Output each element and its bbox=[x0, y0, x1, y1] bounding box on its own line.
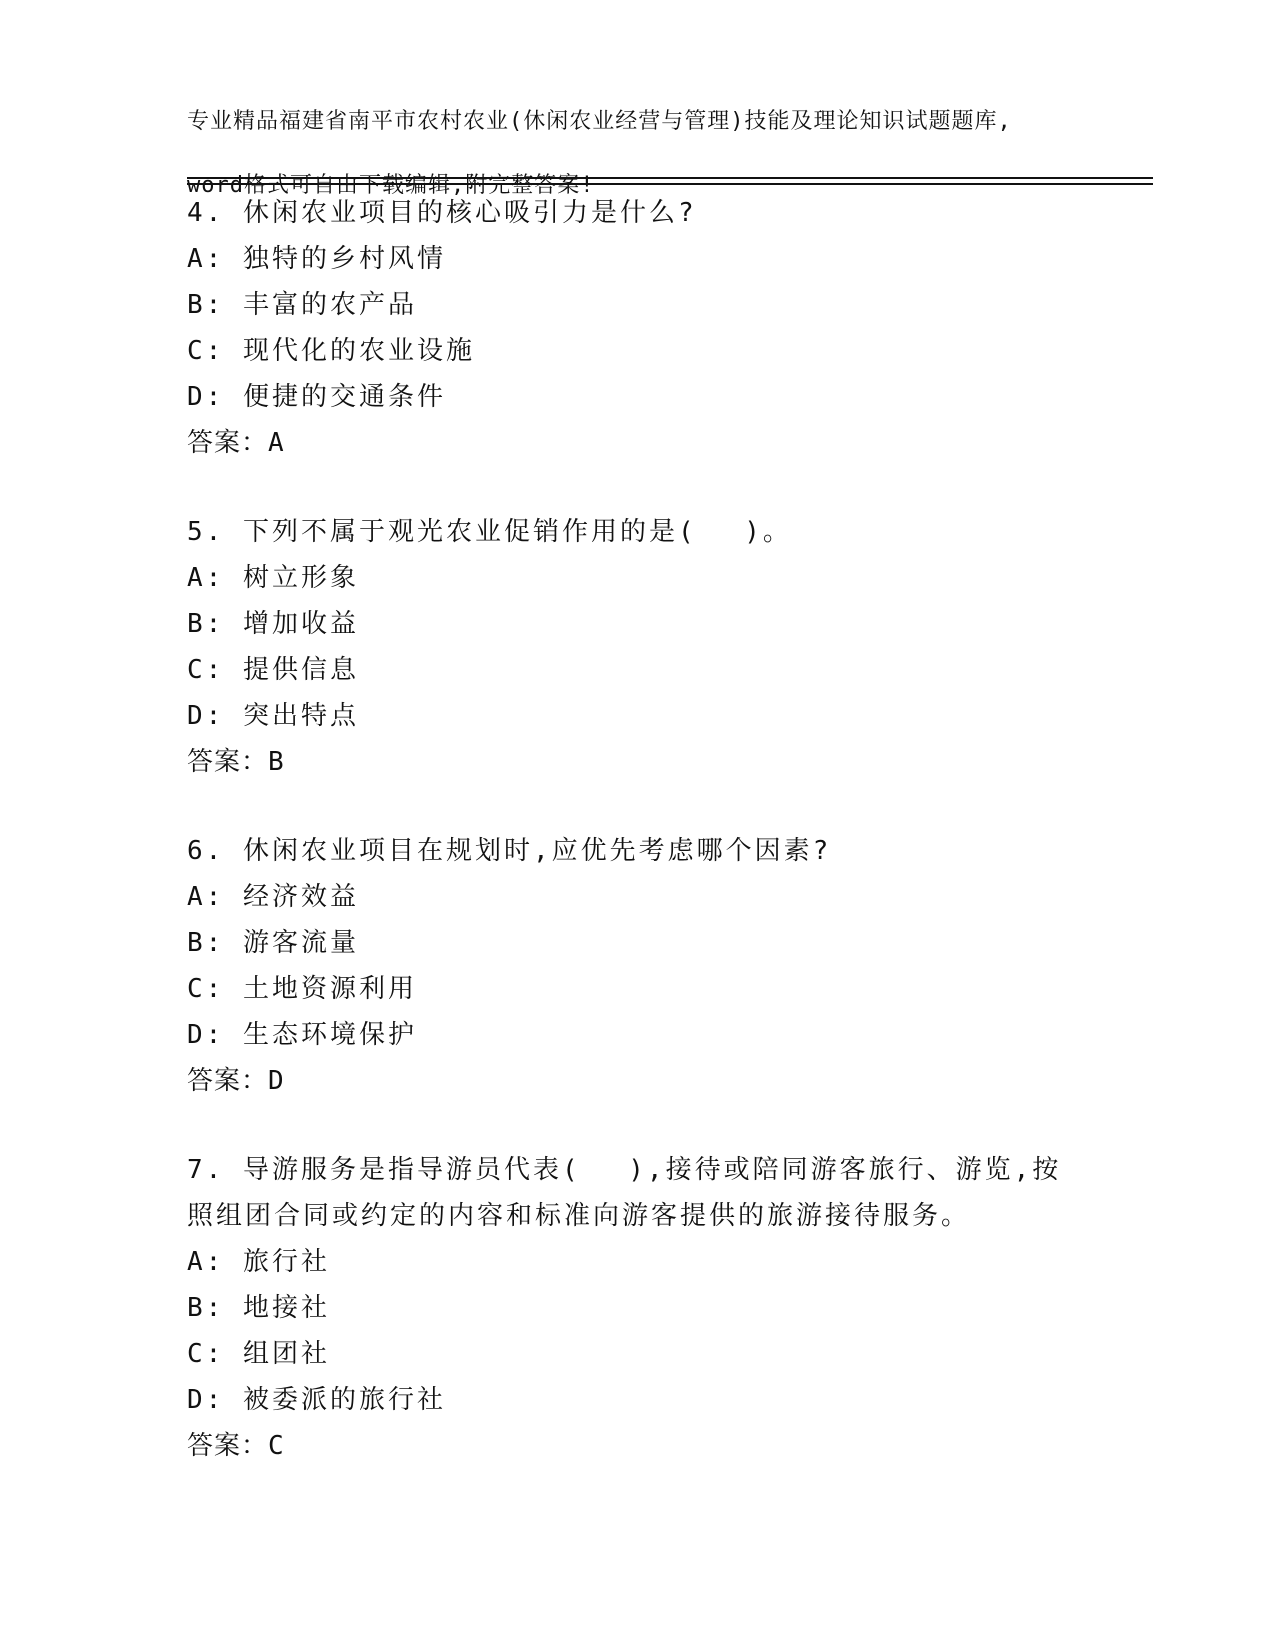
answer-label: 答案： bbox=[187, 428, 269, 458]
answer-value: D bbox=[268, 1066, 285, 1096]
question-stem: 7. 导游服务是指导游员代表( ),接待或陪同游客旅行、游览,按照组团合同或约定的内容和标准向游客提供的旅游接待服务。 bbox=[187, 1155, 1062, 1231]
answer-label: 答案： bbox=[187, 747, 269, 777]
answer-value: A bbox=[268, 428, 285, 458]
question-6 bbox=[187, 828, 1087, 1104]
answer-label: 答案： bbox=[187, 1431, 269, 1461]
option-b: B: 丰富的农产品 bbox=[187, 290, 417, 320]
option-c: C: 土地资源利用 bbox=[187, 974, 417, 1004]
option-d: D: 被委派的旅行社 bbox=[187, 1385, 446, 1415]
answer-value: B bbox=[268, 747, 285, 777]
answer-value: C bbox=[268, 1431, 285, 1461]
option-b: B: 地接社 bbox=[187, 1293, 330, 1323]
option-b: B: 游客流量 bbox=[187, 928, 359, 958]
answer-line bbox=[187, 1423, 1087, 1469]
answer-label: 答案： bbox=[187, 1066, 269, 1096]
option-c: C: 提供信息 bbox=[187, 655, 359, 685]
answer-line bbox=[187, 420, 1087, 466]
header-line-1: 专业精品福建省南平市农村农业(休闲农业经营与管理)技能及理论知识试题题库, bbox=[187, 109, 1012, 134]
option-d: D: 突出特点 bbox=[187, 701, 359, 731]
header-divider-bottom bbox=[187, 183, 1153, 185]
question-stem: 6. 休闲农业项目在规划时,应优先考虑哪个因素? bbox=[187, 836, 832, 866]
option-d: D: 生态环境保护 bbox=[187, 1020, 417, 1050]
option-a: A: 树立形象 bbox=[187, 563, 359, 593]
question-4 bbox=[187, 190, 1087, 466]
answer-line bbox=[187, 1058, 1087, 1104]
question-stem: 5. 下列不属于观光农业促销作用的是( )。 bbox=[187, 517, 792, 547]
header-line-2: word格式可自由下载编辑,附完整答案! bbox=[187, 173, 595, 198]
option-c: C: 组团社 bbox=[187, 1339, 330, 1369]
option-a: A: 独特的乡村风情 bbox=[187, 244, 446, 274]
option-a: A: 旅行社 bbox=[187, 1247, 330, 1277]
question-stem: 4. 休闲农业项目的核心吸引力是什么? bbox=[187, 198, 697, 228]
answer-line bbox=[187, 739, 1087, 785]
option-d: D: 便捷的交通条件 bbox=[187, 382, 446, 412]
question-5 bbox=[187, 509, 1087, 785]
question-list bbox=[187, 190, 1087, 1512]
question-7 bbox=[187, 1147, 1087, 1469]
option-c: C: 现代化的农业设施 bbox=[187, 336, 475, 366]
option-a: A: 经济效益 bbox=[187, 882, 359, 912]
option-b: B: 增加收益 bbox=[187, 609, 359, 639]
header-divider-top bbox=[187, 177, 1153, 179]
